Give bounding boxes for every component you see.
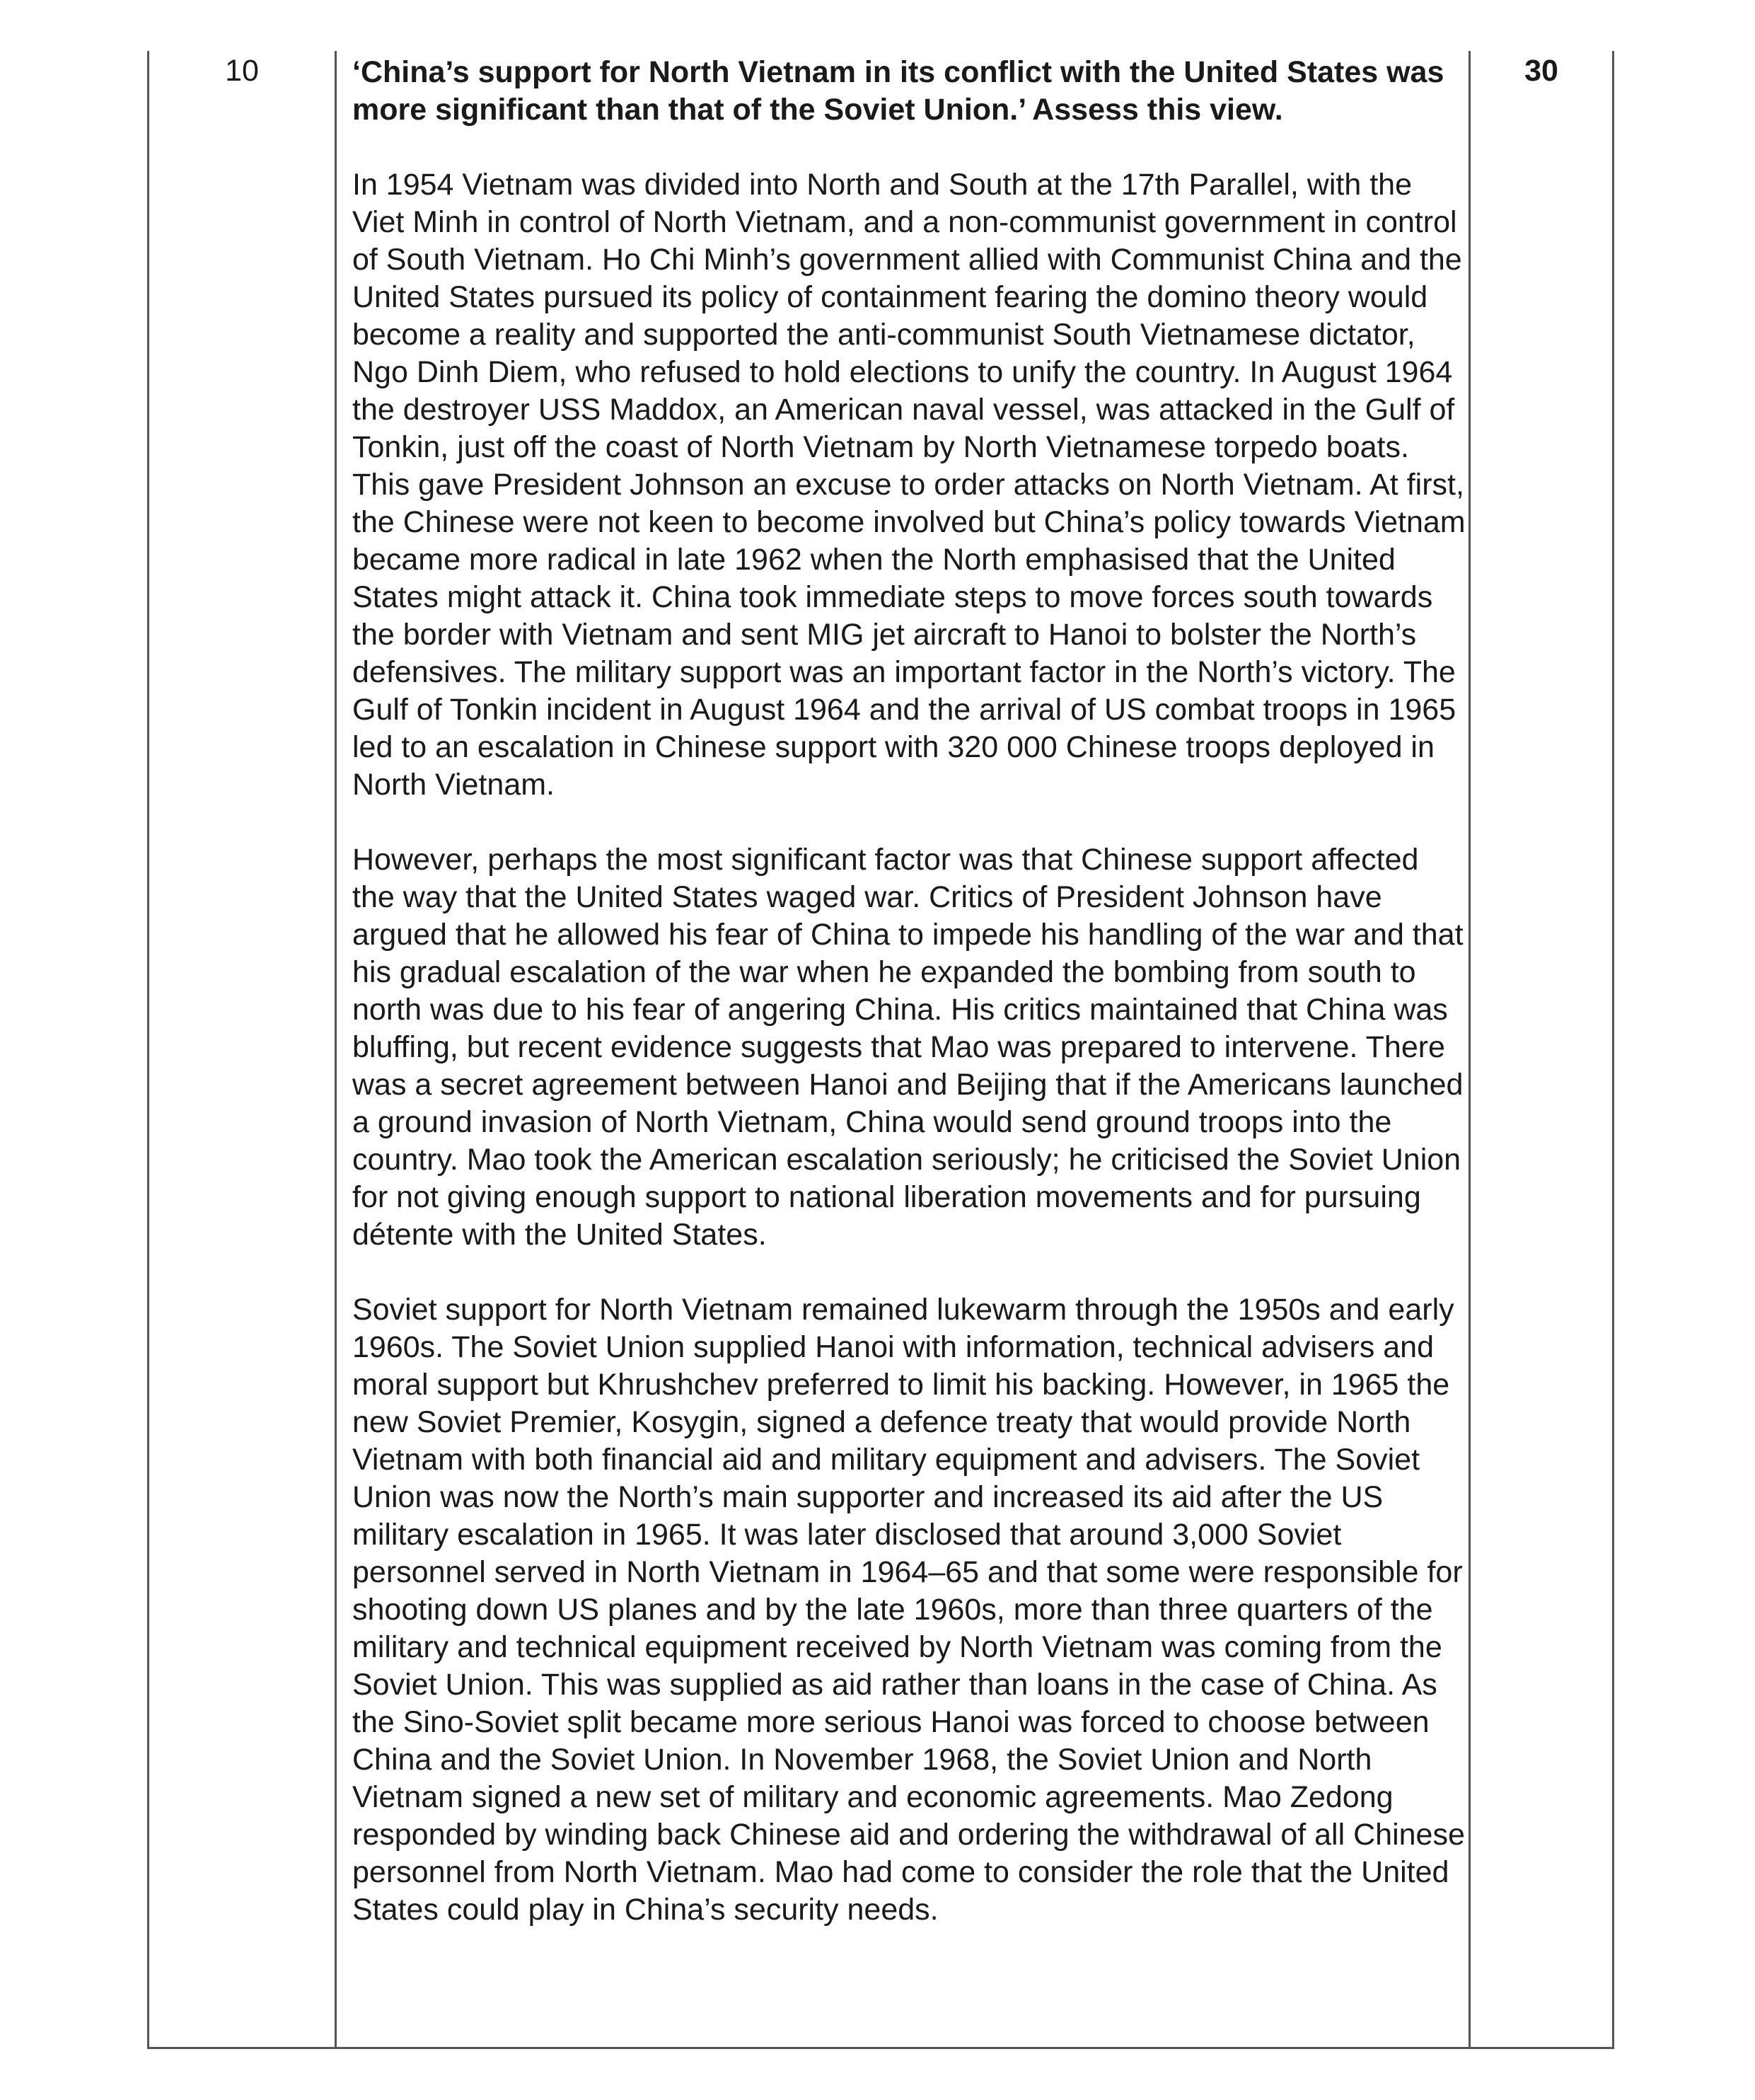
answer-paragraph-2: However, perhaps the most significant factor was that Chinese support affected the way that the United States waged war. Critics of President Johnson have argued that he allowed his fear of China to impede his handling of the war and that his gradual escalation of the war when he expanded the bombing from south to north was due to his fear of angering China. His critics maintained that China was bluffing, but recent evidence suggests that Mao was prepared to intervene. There was a secret agreement between Hanoi and Beijing that if the Americans launched a ground invasion of North Vietnam, China would send ground troops into the country. Mao took the American escalation seriously; he criticised the Soviet Union for not giving enough support to national liberation movements and for pursuing détente with the United States. [352,843,1464,1252]
mark-scheme-table [147,51,1614,2049]
question-number-cell [149,51,337,2047]
answer-cell [337,51,1471,2047]
answer-paragraph-3: Soviet support for North Vietnam remained lukewarm through the 1950s and early 1960s. The Soviet Union supplied Hanoi with information, technical advisers and moral support but Khrushchev preferred to limit his backing. However, in 1965 the new Soviet Premier, Kosygin, signed a defence treaty that would provide North Vietnam with both financial aid and military equipment and advisers. The Soviet Union was now the North’s main supporter and increased its aid after the US military escalation in 1965. It was later disclosed that around 3,000 Soviet personnel served in North Vietnam in 1964–65 and that some were responsible for shooting down US planes and by the late 1960s, more than three quarters of the military and technical equipment received by North Vietnam was coming from the Soviet Union. This was supplied as aid rather than loans in the case of China. As the Sino-Soviet split became more serious Hanoi was forced to choose between China and the Soviet Union. In November 1968, the Soviet Union and North Vietnam signed a new set of military and economic agreements. Mao Zedong responded by winding back Chinese aid and ordering the withdrawal of all Chinese personnel from North Vietnam. Mao had come to consider the role that the United States could play in China’s security needs. [352,1293,1465,1927]
marks-cell [1471,51,1612,2047]
question-prompt: ‘China’s support for North Vietnam in its conflict with the United States was more significant than that of the Soviet Union.’ Assess this view. [352,55,1444,127]
answer-paragraph-1: In 1954 Vietnam was divided into North and South at the 17th Parallel, with the Viet Minh in control of North Vietnam, and a non-communist government in control of South Vietnam. Ho Chi Minh’s government allied with Communist China and the United States pursued its policy of containment fearing the domino theory would become a reality and supported the anti-communist South Vietnamese dictator, Ngo Dinh Diem, who refused to hold elections to unify the country. In August 1964 the destroyer USS Maddox, an American naval vessel, was attacked in the Gulf of Tonkin, just off the coast of North Vietnam by North Vietnamese torpedo boats. This gave President Johnson an excuse to order attacks on North Vietnam. At first, the Chinese were not keen to become involved but China’s policy towards Vietnam became more radical in late 1962 when the North emphasised that the United States might attack it. China took immediate steps to move forces south towards the border with Vietnam and sent MIG jet aircraft to Hanoi to bolster the North’s defensives. The military support was an important factor in the North’s victory. The Gulf of Tonkin incident in August 1964 and the arrival of US combat troops in 1965 led to an escalation in Chinese support with 320 000 Chinese troops deployed in North Vietnam. [352,168,1466,802]
question-number: 10 [225,54,259,88]
marks-value: 30 [1524,54,1558,88]
